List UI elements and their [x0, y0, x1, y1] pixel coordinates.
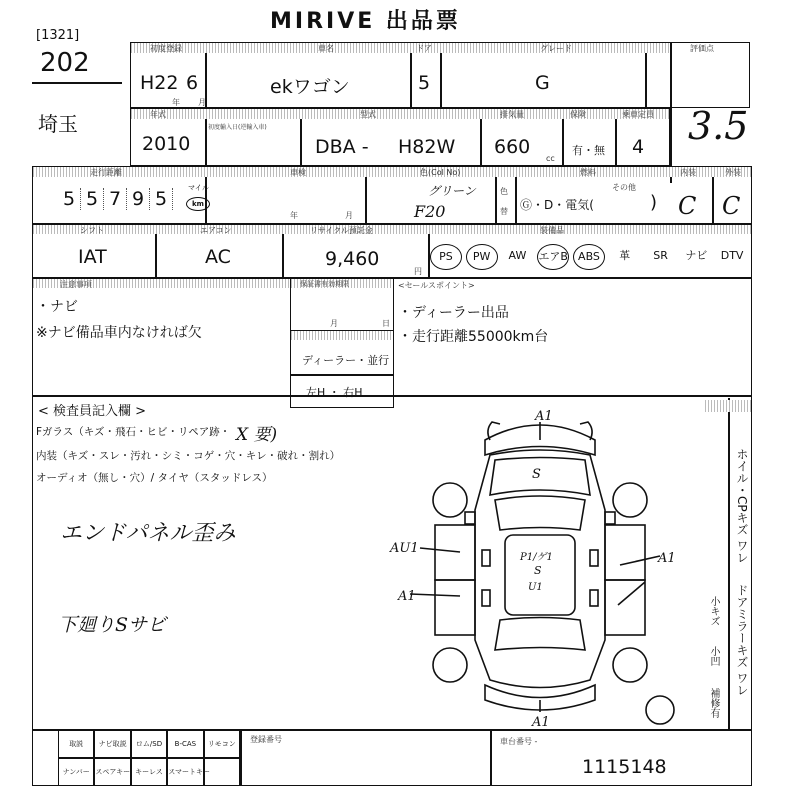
warranty-month: 月	[330, 319, 338, 328]
equipment-item: 革	[619, 249, 631, 262]
inspector-label: < 検査員記入欄 >	[38, 404, 147, 419]
footer-cell: 取説	[58, 730, 94, 758]
notes-label: 注意事項	[60, 280, 92, 289]
audio-line: オーディオ（無し・穴）/ タイヤ（スタッドレス）	[36, 472, 273, 484]
tsuki-label: 月	[198, 98, 206, 107]
equipment-item: ナビ	[685, 249, 708, 262]
equipment-item: SR	[653, 249, 668, 262]
mark-roof-u: U1	[528, 582, 543, 593]
mark-hood: S	[532, 467, 541, 482]
insurance-value: 有・無	[572, 144, 605, 157]
mark-right-front-door: A1	[658, 551, 676, 566]
mileage-digits	[58, 188, 173, 210]
mark-left-rear-door: A1	[398, 589, 416, 604]
mark-left-front-door: AU1	[390, 541, 419, 556]
glass-mark: X 要)	[236, 425, 278, 445]
reg-no-label: 登録番号	[250, 735, 282, 744]
model-year-value: 2010	[142, 133, 191, 155]
spare-circle	[646, 696, 674, 724]
warranty-label: 保証書有効期限	[300, 280, 349, 288]
recycle-value: 9,460	[325, 248, 380, 270]
equipment-item: DTV	[720, 249, 744, 262]
equipment-row	[430, 242, 752, 274]
type-prefix: DBA -	[315, 136, 369, 158]
displacement-value: 660	[494, 136, 531, 158]
car-name-value: ekワゴン	[270, 76, 350, 98]
nen-label: 年	[172, 98, 180, 107]
mark-roof-s: S	[534, 564, 542, 577]
type-code: H82W	[398, 136, 456, 158]
color-mark: 色	[500, 187, 508, 196]
mile-circle: マイル	[188, 184, 209, 192]
footer-cell: ロム/SD	[131, 730, 167, 758]
glass-line: Fガラス（キズ・飛石・ヒビ・リペア跡・	[36, 426, 231, 438]
repair-label: 補修有	[708, 688, 719, 718]
equipment-item: ABS	[573, 244, 605, 270]
mark-roof: P1/ゲ1	[520, 552, 553, 563]
footer-cell: キーレス	[131, 758, 167, 786]
model-year-label: 年式	[150, 110, 166, 119]
trans-label: シフト	[80, 226, 104, 235]
first-reg-note: 初度輸入日(逆輸入車)	[208, 124, 267, 131]
stock-no-label: 車台番号 -	[500, 737, 538, 746]
fuel-options: Ⓖ・D・電気(	[520, 198, 594, 212]
equip-label: 装備品	[540, 226, 564, 235]
document-title: MIRIVE 出品票	[270, 9, 461, 34]
doors-value: 5	[418, 72, 431, 94]
mileage-digit: 7	[104, 188, 127, 210]
mileage-digit: 9	[127, 188, 150, 210]
lot-number: 202	[40, 48, 90, 78]
wheel-rear-left	[433, 648, 467, 682]
wheel-front-right	[613, 483, 647, 517]
warranty-day: 日	[382, 319, 390, 328]
mileage-label: 走行距離	[90, 168, 122, 177]
yen-unit: 円	[414, 267, 422, 276]
era-year-value: H22	[140, 72, 179, 94]
small-scratch-label: 小キズ	[708, 596, 719, 626]
ac-label: エアコン	[200, 226, 232, 235]
sales-point-label: <セールスポイント>	[398, 281, 475, 290]
interior-grade: C	[678, 192, 697, 220]
car-damage-diagram	[380, 400, 700, 730]
chassis-number: 1115148	[582, 756, 667, 778]
cc-unit: cc	[546, 154, 555, 163]
doors-label: ドア	[416, 44, 432, 53]
footer-cell: B-CAS	[167, 730, 203, 758]
interior-label: 内装	[680, 168, 696, 177]
month-value: 6	[186, 72, 199, 94]
handle-label: 左H ・ 右H	[306, 386, 363, 399]
equipment-item: PS	[430, 244, 462, 270]
legend-divider	[728, 398, 730, 730]
lot-code: [1321]	[36, 28, 80, 43]
ac-value: AC	[205, 246, 231, 268]
color-no-mark: 替	[500, 207, 508, 216]
region-name: 埼玉	[38, 112, 78, 136]
type-label: 型式	[360, 110, 376, 119]
handwritten-note-1: エンドパネル歪み	[60, 521, 236, 546]
color-label: 色(Col No)	[420, 168, 461, 177]
handwritten-note-2: 下廻りSサビ	[58, 614, 167, 636]
wheel-rear-right	[613, 648, 647, 682]
wheel-label: ホイル・CPキズ ワレ	[735, 448, 749, 564]
mileage-digit: 5	[58, 188, 81, 210]
footer-cells	[58, 730, 240, 786]
shaken-tsuki: 月	[345, 211, 353, 220]
sales-point-1: ・ディーラー出品	[398, 305, 509, 321]
score-value: 3.5	[688, 104, 749, 148]
grade-value: G	[535, 72, 550, 94]
mileage-digit: 5	[81, 188, 104, 210]
cc-label: 排気量	[500, 110, 524, 119]
interior-line: 内装（キズ・スレ・汚れ・シミ・コゲ・穴・キレ・破れ・割れ）	[36, 450, 341, 462]
equipment-item: エアB	[537, 244, 569, 270]
fuel-label: 燃料	[580, 168, 596, 177]
footer-cell: スマートキー	[167, 758, 203, 786]
equipment-item: AW	[508, 249, 527, 262]
km-circle: km	[186, 197, 210, 211]
note-1: ・ナビ	[36, 299, 78, 315]
shaken-nen: 年	[290, 211, 298, 220]
footer-cell: リモコン	[204, 730, 240, 758]
recycle-label: リサイクル預託金	[310, 226, 373, 235]
grade-label: グレード	[540, 44, 572, 53]
seats-value: 4	[632, 136, 645, 158]
footer-cell: スペアキー	[94, 758, 130, 786]
mileage-digit: 5	[150, 188, 173, 210]
color-code: F20	[414, 202, 446, 221]
small-dent-label: 小凹	[708, 646, 719, 666]
seats-label: 乗車定員	[622, 110, 654, 119]
car-name-label: 車名	[318, 44, 334, 53]
fuel-other: その他	[612, 183, 636, 192]
wheel-front-left	[433, 483, 467, 517]
mark-rear: A1	[532, 715, 550, 730]
dealer-label: ディーラー・並行	[302, 354, 390, 367]
footer-cell	[204, 758, 240, 786]
transmission-value: IAT	[78, 246, 107, 268]
shoden-label: 初度登録	[150, 44, 182, 53]
exterior-grade: C	[722, 192, 741, 220]
equipment-item: PW	[466, 244, 498, 270]
shaken-label: 車検	[290, 168, 306, 177]
color-handwritten: グリーン	[428, 184, 476, 198]
door-mirror-label: ドアミラーキズ ワレ	[735, 584, 749, 696]
exterior-label: 外装	[725, 168, 741, 177]
footer-cell: ナンバー	[58, 758, 94, 786]
fuel-close-paren: )	[650, 192, 658, 213]
eval-label: 評価点	[690, 44, 714, 53]
footer-cell: ナビ取説	[94, 730, 130, 758]
mark-front: A1	[535, 409, 553, 424]
note-2: ※ナビ備品車内なければ欠	[36, 325, 202, 341]
sales-point-2: ・走行距離55000km台	[398, 329, 549, 345]
insurance-label: 保険	[570, 110, 586, 119]
